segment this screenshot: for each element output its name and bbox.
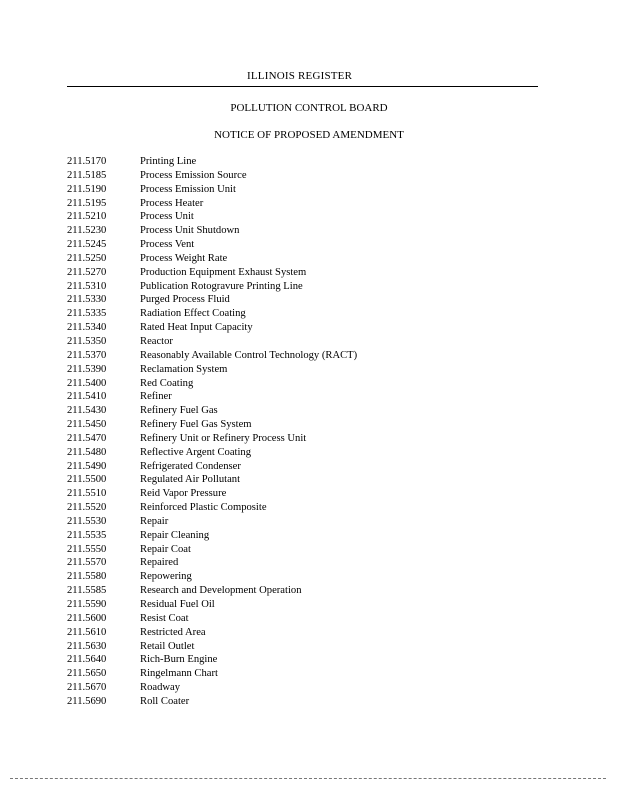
section-number: 211.5520 bbox=[67, 502, 107, 514]
section-number: 211.5390 bbox=[67, 363, 107, 375]
list-item bbox=[67, 418, 357, 432]
section-number: 211.5585 bbox=[67, 585, 107, 597]
definition-term: Reid Vapor Pressure bbox=[140, 488, 227, 500]
section-number: 211.5330 bbox=[67, 294, 107, 306]
list-item bbox=[67, 667, 357, 681]
list-item bbox=[67, 224, 357, 238]
section-number: 211.5450 bbox=[67, 419, 107, 431]
list-item bbox=[67, 570, 357, 584]
section-number: 211.5185 bbox=[67, 169, 107, 181]
section-number: 211.5630 bbox=[67, 640, 107, 652]
list-item bbox=[67, 640, 357, 654]
notice-title: NOTICE OF PROPOSED AMENDMENT bbox=[214, 129, 404, 141]
list-item bbox=[67, 307, 357, 321]
definition-term: Refinery Fuel Gas System bbox=[140, 419, 252, 431]
list-item bbox=[67, 155, 357, 169]
section-number: 211.5640 bbox=[67, 654, 107, 666]
definition-term: Roadway bbox=[140, 682, 181, 694]
list-item bbox=[67, 598, 357, 612]
list-item bbox=[67, 695, 357, 709]
list-item bbox=[67, 183, 357, 197]
list-item bbox=[67, 377, 357, 391]
list-item bbox=[67, 404, 357, 418]
definition-term: Reinforced Plastic Composite bbox=[140, 502, 267, 514]
list-item bbox=[67, 280, 357, 294]
definition-term: Process Vent bbox=[140, 239, 195, 251]
definition-term: Repowering bbox=[140, 571, 192, 583]
section-number: 211.5195 bbox=[67, 197, 107, 209]
section-number: 211.5350 bbox=[67, 335, 107, 347]
definition-term: Printing Line bbox=[140, 156, 197, 167]
list-item bbox=[67, 266, 357, 280]
list-item bbox=[67, 653, 357, 667]
list-item bbox=[67, 169, 357, 183]
header-rule bbox=[67, 86, 538, 87]
definition-term: Roll Coater bbox=[140, 695, 190, 707]
section-number: 211.5250 bbox=[67, 252, 107, 264]
section-number: 211.5170 bbox=[67, 156, 107, 167]
section-number: 211.5610 bbox=[67, 626, 107, 638]
definition-term: Publication Rotogravure Printing Line bbox=[140, 280, 303, 292]
list-item bbox=[67, 432, 357, 446]
definition-term: Red Coating bbox=[140, 377, 194, 389]
list-item bbox=[67, 238, 357, 252]
section-number: 211.5245 bbox=[67, 239, 107, 251]
section-number: 211.5600 bbox=[67, 612, 107, 624]
section-number: 211.5270 bbox=[67, 266, 107, 278]
definition-term: Production Equipment Exhaust System bbox=[140, 266, 307, 278]
list-item bbox=[67, 681, 357, 695]
definition-term: Refinery Unit or Refinery Process Unit bbox=[140, 432, 307, 444]
definition-term: Process Unit bbox=[140, 211, 194, 223]
list-item bbox=[67, 197, 357, 211]
definition-term: Repair Coat bbox=[140, 543, 191, 555]
list-item bbox=[67, 515, 357, 529]
list-item bbox=[67, 335, 357, 349]
list-item bbox=[67, 543, 357, 557]
definition-term: Reasonably Available Control Technology (RACT) bbox=[140, 349, 358, 361]
section-number: 211.5590 bbox=[67, 599, 107, 610]
list-item bbox=[67, 584, 357, 598]
list-item bbox=[67, 556, 357, 570]
list-item bbox=[67, 487, 357, 501]
section-number: 211.5580 bbox=[67, 571, 107, 583]
section-number: 211.5410 bbox=[67, 391, 107, 403]
register-title: ILLINOIS REGISTER bbox=[247, 70, 353, 82]
definition-term: Retail Outlet bbox=[140, 640, 195, 652]
definition-term: Reclamation System bbox=[140, 363, 228, 375]
list-item bbox=[67, 529, 357, 543]
section-number: 211.5370 bbox=[67, 349, 107, 361]
list-item bbox=[67, 252, 357, 266]
section-number: 211.5490 bbox=[67, 460, 107, 472]
definition-term: Restricted Area bbox=[140, 626, 206, 638]
definitions-list bbox=[67, 155, 357, 709]
list-item bbox=[67, 363, 357, 377]
definition-term: Repair Cleaning bbox=[140, 529, 210, 541]
definition-term: Rated Heat Input Capacity bbox=[140, 322, 253, 334]
section-number: 211.5190 bbox=[67, 183, 107, 195]
list-item bbox=[67, 293, 357, 307]
definition-term: Resist Coat bbox=[140, 612, 189, 624]
list-item bbox=[67, 321, 357, 335]
section-number: 211.5335 bbox=[67, 308, 107, 320]
section-number: 211.5480 bbox=[67, 446, 107, 458]
section-number: 211.5210 bbox=[67, 211, 107, 223]
definition-term: Reactor bbox=[140, 335, 173, 347]
definition-term: Regulated Air Pollutant bbox=[140, 474, 241, 486]
definition-term: Process Unit Shutdown bbox=[140, 225, 240, 237]
section-number: 211.5690 bbox=[67, 695, 107, 707]
list-item bbox=[67, 210, 357, 224]
section-number: 211.5650 bbox=[67, 668, 107, 680]
definition-term: Research and Development Operation bbox=[140, 585, 302, 597]
list-item bbox=[67, 460, 357, 474]
section-number: 211.5670 bbox=[67, 682, 107, 694]
definition-term: Ringelmann Chart bbox=[140, 668, 218, 680]
list-item bbox=[67, 501, 357, 515]
definition-term: Radiation Effect Coating bbox=[140, 308, 246, 320]
board-name: POLLUTION CONTROL BOARD bbox=[230, 102, 388, 114]
section-number: 211.5500 bbox=[67, 474, 107, 486]
section-number: 211.5510 bbox=[67, 488, 107, 500]
list-item bbox=[67, 473, 357, 487]
list-item bbox=[67, 626, 357, 640]
list-item bbox=[67, 390, 357, 404]
definition-term: Reflective Argent Coating bbox=[140, 446, 252, 458]
footer-rule bbox=[10, 778, 606, 779]
definition-term: Refinery Fuel Gas bbox=[140, 405, 218, 417]
section-number: 211.5430 bbox=[67, 405, 107, 417]
definition-term: Process Weight Rate bbox=[140, 252, 228, 264]
section-number: 211.5530 bbox=[67, 515, 107, 527]
definition-term: Refrigerated Condenser bbox=[140, 460, 241, 472]
definition-term: Process Emission Unit bbox=[140, 183, 236, 195]
definition-term: Residual Fuel Oil bbox=[140, 599, 215, 610]
list-item bbox=[67, 446, 357, 460]
definition-term: Repaired bbox=[140, 557, 179, 569]
section-number: 211.5340 bbox=[67, 322, 107, 334]
section-number: 211.5550 bbox=[67, 543, 107, 555]
section-number: 211.5535 bbox=[67, 529, 107, 541]
definition-term: Process Heater bbox=[140, 197, 204, 209]
section-number: 211.5570 bbox=[67, 557, 107, 569]
section-number: 211.5230 bbox=[67, 225, 107, 237]
section-number: 211.5470 bbox=[67, 432, 107, 444]
list-item bbox=[67, 612, 357, 626]
section-number: 211.5400 bbox=[67, 377, 107, 389]
definition-term: Repair bbox=[140, 515, 169, 527]
list-item bbox=[67, 349, 357, 363]
definition-term: Purged Process Fluid bbox=[140, 294, 230, 306]
definition-term: Process Emission Source bbox=[140, 169, 247, 181]
section-number: 211.5310 bbox=[67, 280, 107, 292]
definition-term: Refiner bbox=[140, 391, 172, 403]
definition-term: Rich-Burn Engine bbox=[140, 654, 218, 666]
